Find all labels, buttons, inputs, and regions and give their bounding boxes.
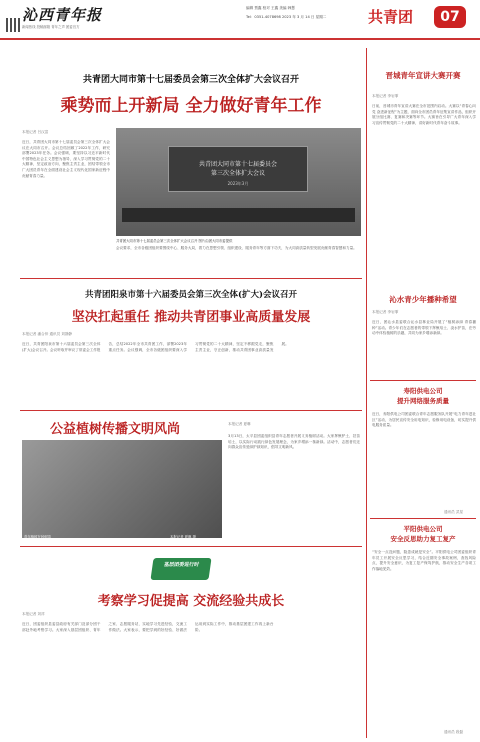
article-kicker: 共青团大同市第十七届委员会第三次全体扩大会议召开 xyxy=(82,75,299,85)
article-study-tour xyxy=(20,548,362,738)
photo-caption: 青年植树在种树苗 xyxy=(24,535,52,539)
sidebar-headline: 晋城青年宣讲大赛开赛 xyxy=(385,71,461,80)
divider xyxy=(20,278,362,279)
photo-credit: 本报记者 夏琳 摄 xyxy=(170,535,196,539)
article-body: 近日，共青团大同市第十七届委员会第三次全体扩大会议在大同市召开。会议总结回顾了2022年工作，研究部署2023年任务。会议强调，要坚持以习近平新时代中国特色社会主义思想为指导，深入学习贯彻党的二十大精神，坚定政治方向，聚焦主责主业，团结带领全市广大团员青年在全面建设社会主义现代化国家新征程中贡献青春力量。 xyxy=(22,140,110,178)
article-headline: 坚决扛起重任 推动共青团事业高质量发展 xyxy=(71,310,311,325)
sidebar-byline: 本报记者 李岩霏 xyxy=(372,310,399,314)
newspaper-logo: 沁西青年报 xyxy=(22,6,103,24)
article-byline: 本报记者 潘合仲 通讯员 刘静静 xyxy=(22,332,73,336)
article-tree-planting xyxy=(20,414,362,542)
sidebar xyxy=(370,46,476,740)
sidebar-headline: 平阳供电公司 安全反思助力复工复产 xyxy=(390,525,456,543)
divider xyxy=(20,546,362,547)
article-byline: 本报记者 夏琳 xyxy=(228,422,251,426)
article-headline: 考察学习促提高 交流经验共成长 xyxy=(97,594,285,609)
article-yangquan xyxy=(20,288,362,406)
article-kicker: 共青团阳泉市第十六届委员会第三次全体(扩大)会议召开 xyxy=(84,290,298,300)
sidebar-headline: 沁水青少年播种希望 xyxy=(389,295,457,304)
banner-date: 2023年3月 xyxy=(227,181,249,186)
banner-text: 共青团大同市第十七届委员会 第三次全体扩大会议 xyxy=(198,161,277,177)
badge-text: 基层团委进行时 xyxy=(163,562,200,568)
article-byline: 本报记者 刘祥 xyxy=(22,612,45,616)
header-subline: 新闻热线 投稿邮箱 青年之声 团委官方 xyxy=(22,25,80,29)
article-headline: 乘势而上开新局 全力做好青年工作 xyxy=(60,96,322,116)
photo-caption: 共青团大同市第十七届委员会第三次全体扩大会议召开 图片由团大同市委提供 xyxy=(116,239,233,243)
article-byline: 本报记者 吕汉富 xyxy=(22,130,49,134)
head-table xyxy=(122,208,355,222)
divider xyxy=(370,518,476,519)
sidebar-body: 近日，团沁水县委联合沁水县林业局开展了“植树添绿 青春播种”活动。青少年们在志愿者的带领下挥锹培土、浇水护苗，在劳动中体验植树的乐趣，共同为家乡增添新绿。 xyxy=(372,320,476,336)
sidebar-headline: 寿阳供电公司 提升网络服务质量 xyxy=(397,387,449,405)
page-number: 07 xyxy=(434,6,466,28)
qr-code-icon xyxy=(6,18,20,32)
article-body: 近日，团委组织县委县政府有关部门及部分团干部赴外地考察学习。大家深入基层团组织、青年之家、志愿服务站，实地学习先进经验，交流工作做法。大家表示，要把学到的好经验、好做法运用到实际工作中，推动基层团建工作再上新台阶。 xyxy=(22,622,274,632)
masthead xyxy=(0,0,480,40)
section-badge xyxy=(150,558,211,580)
sidebar-body: 近日，寿阳供电公司团委联合青年志愿服务队开展“电力青年进社区”活动，为居民宣传安全用电知识，检修用电设备，切实提升供电服务质量。 xyxy=(372,412,476,428)
sidebar-byline: 本报记者 李岩霏 xyxy=(372,94,399,98)
article-body: 近日，共青团阳泉市第十六届委员会第三次全体(扩大)会议召开。会议听取并审议了常委会工作报告，总结2022年全市共青团工作，部署2023年重点任务。会议强调，全市各级团组织要深入学习贯彻党的二十大精神，坚定不移跟党走，聚焦主责主业，守正创新，推动共青团事业高质量发展。 xyxy=(22,342,289,352)
divider xyxy=(20,410,362,411)
tree-planting-photo xyxy=(22,440,222,538)
divider xyxy=(370,380,476,381)
section-title: 共青团 xyxy=(368,8,414,26)
photo-stage-banner xyxy=(168,146,308,192)
article-datong xyxy=(20,46,362,274)
meeting-photo xyxy=(116,128,361,236)
date-line: Tel：0351-4078698 2023 年 3 月 14 日 星期二 xyxy=(246,15,327,19)
editor-line: 编辑 贾鑫 校对 王鑫 美编 韩慧 xyxy=(246,6,295,10)
sidebar-body: 日前，晋城市青年宣讲大赛在全市范围内启动。大赛以“青春心向党 奋进新征程”为主题，面向全市团员青年征集宣讲作品，组织开展分组比赛、复赛和决赛等环节。大赛旨在引导广大青年深入学习宣传贯彻党的二十大精神，讲好新时代青年奋斗故事。 xyxy=(372,104,476,125)
column-divider xyxy=(366,48,367,738)
article-body: 3月13日，太平县团委组织县青年志愿者开展义务植树活动。大家挥锹铲土、扶苗培土，以实际行动践行绿色发展理念，为家乡增添一抹新绿。活动中，志愿者们还向群众宣传爱绿护绿知识，倡导文明新风。 xyxy=(228,434,360,450)
sidebar-byline: 通讯员 武星 xyxy=(444,510,464,514)
article-headline: 公益植树传播文明风尚 xyxy=(50,422,181,437)
article-body-continued: 会议要求，全市各级团组织要围绕中心、服务大局，着力在思想引领、组织建设、服务青年等方面下功夫，为大同高质量转型发展贡献青春智慧和力量。 xyxy=(116,246,357,250)
sidebar-byline: 通讯员 段磊 xyxy=(444,730,464,734)
sidebar-body: “安全一点没问题，隐患成就是安全”。平阳供电公司团委组织青年员工开展安全反思学习，结合近期安全事故案例，查找风险点，提升安全意识，为复工复产保驾护航，推动安全生产各项工作落地见效。 xyxy=(372,550,476,571)
